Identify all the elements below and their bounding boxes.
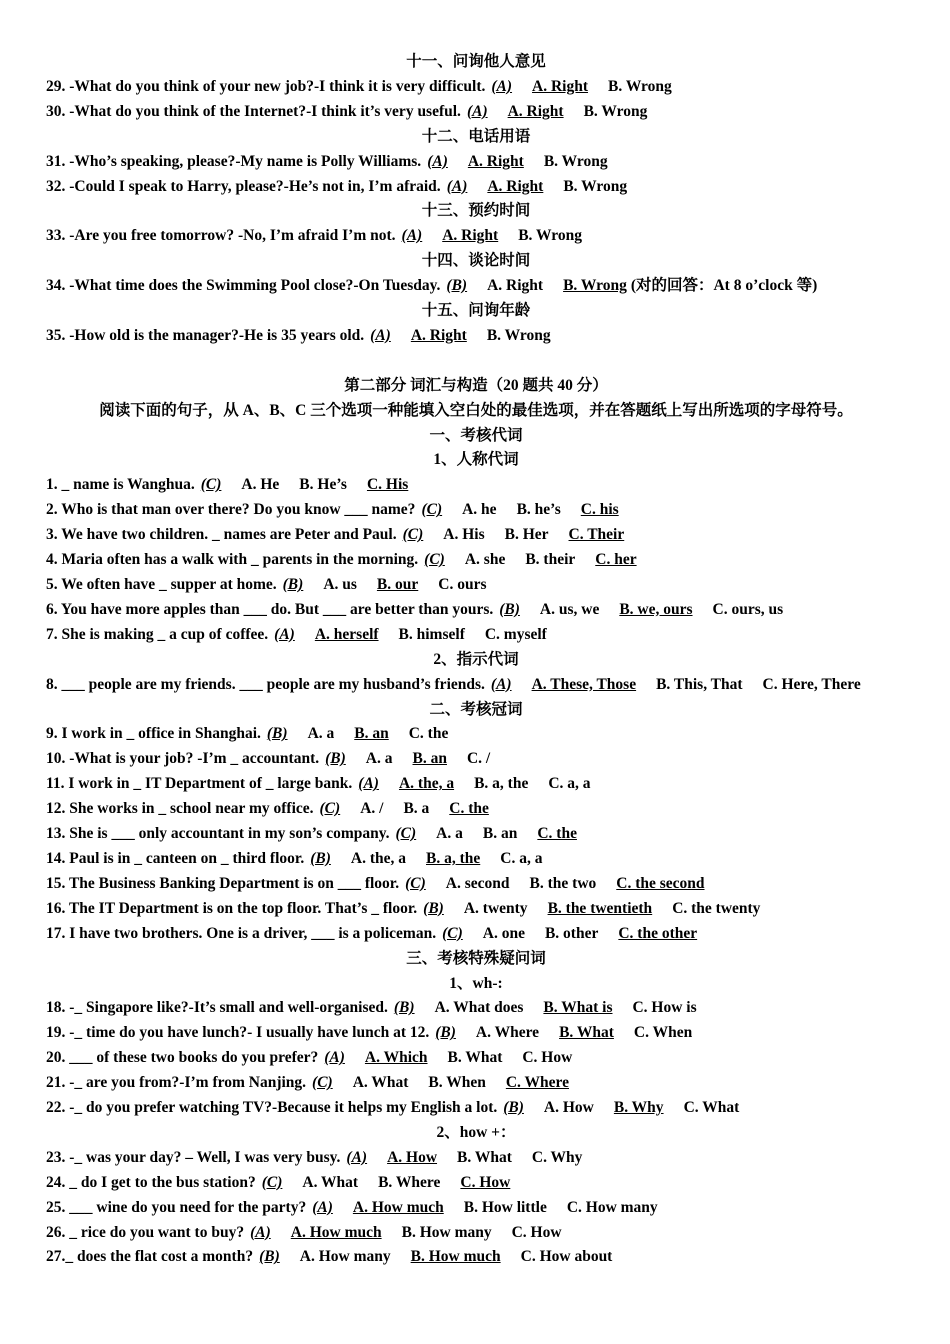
section-heading: 十一、问询他人意见 <box>406 53 546 70</box>
section-heading: 十五、问询年龄 <box>421 302 531 320</box>
option: A. a <box>436 825 463 843</box>
correct-option: C. his <box>580 501 619 519</box>
answer-key: (B) <box>499 600 520 618</box>
answer-key: (A) <box>466 102 488 120</box>
option: A. a <box>307 725 335 743</box>
correct-option: C. How <box>460 1173 511 1191</box>
question-text: 8. ___ people are my friends. ___ people are my husband’s friends. <box>46 675 485 693</box>
question-item <box>46 324 906 349</box>
option: A. the, a <box>350 849 406 867</box>
answer-key: (C) <box>402 526 424 544</box>
section-heading: 十三、预约时间 <box>421 202 531 220</box>
section-heading: 阅读下面的句子，从 A、B、C 三个选项一种能填入空白处的最佳选项，并在答题纸上写出所选项的字母符号。 <box>99 401 853 419</box>
answer-key: (B) <box>393 999 415 1017</box>
option: B. When <box>428 1074 486 1092</box>
answer-key: (A) <box>370 326 391 344</box>
question-item <box>46 1146 906 1171</box>
correct-option: B. Wrong <box>563 277 627 295</box>
correct-option: A. These, Those <box>531 675 637 693</box>
question-text: 6. You have more apples than ___ do. But ___ are better than yours. <box>46 600 494 618</box>
question-item <box>46 797 906 822</box>
answer-key: (C) <box>442 924 463 942</box>
question-text: 33. -Are you free tomorrow? -No, I’m afraid I’m not. <box>46 227 396 245</box>
option: C. a, a <box>500 849 543 867</box>
question-text: 32. -Could I speak to Harry, please?-He’s not in, I’m afraid. <box>46 177 441 195</box>
question-text: 16. The IT Department is on the top floor. That’s _ floor. <box>46 899 418 917</box>
option: B. Wrong <box>583 102 648 120</box>
question-text: 13. She is ___ only accountant in my son’s company. <box>46 825 390 843</box>
correct-option: B. Why <box>613 1099 664 1117</box>
question-item <box>46 1221 906 1246</box>
option: B. Wrong <box>543 152 608 170</box>
question-text: 21. -_ are you from?-I’m from Nanjing. <box>46 1074 307 1092</box>
correct-option: A. Right <box>487 177 544 195</box>
correct-option: C. the <box>537 825 577 843</box>
correct-option: C. Their <box>568 526 625 544</box>
question-item <box>46 75 906 100</box>
option: B. Wrong <box>563 177 628 195</box>
question-item <box>46 150 906 175</box>
answer-key: (A) <box>346 1148 368 1166</box>
answer-key: (B) <box>282 576 304 594</box>
option: B. What <box>447 1049 503 1067</box>
correct-option: B. What is <box>543 999 613 1017</box>
question-text: 30. -What do you think of the Internet?-I think it’s very useful. <box>46 102 461 120</box>
option: B. He’s <box>299 476 347 494</box>
question-item <box>46 897 906 922</box>
option: B. the two <box>529 874 597 892</box>
answer-key: (A) <box>312 1198 333 1216</box>
question-text: 3. We have two children. _ names are Peter and Paul. <box>46 526 397 544</box>
question-text: 31. -Who’s speaking, please?-My name is Polly Williams. <box>46 152 422 170</box>
question-item <box>46 548 906 573</box>
answer-key: (C) <box>312 1074 333 1092</box>
option: A. Where <box>475 1024 540 1042</box>
question-text: 7. She is making _ a cup of coffee. <box>46 625 269 643</box>
section-heading: 十二、电话用语 <box>421 127 531 145</box>
option: C. How about <box>520 1248 613 1266</box>
question-item <box>46 1046 906 1071</box>
question-item <box>46 100 906 125</box>
option: B. This, That <box>656 675 743 693</box>
option: A. she <box>464 551 506 569</box>
correct-option: B. How much <box>410 1248 501 1266</box>
option: B. What <box>457 1148 512 1166</box>
option: B. a, the <box>474 775 529 793</box>
correct-option: A. Right <box>467 152 524 170</box>
question-text: 10. -What is your job? -I’m _ accountant. <box>46 750 320 768</box>
option: C. How <box>522 1049 573 1067</box>
question-text: 5. We often have _ supper at home. <box>46 576 277 594</box>
question-item <box>46 722 906 747</box>
question-text: 11. I work in _ IT Department of _ large bank. <box>46 775 353 793</box>
question-item <box>46 175 906 200</box>
answer-key: (B) <box>423 899 444 917</box>
question-item <box>46 498 906 523</box>
option: A. What does <box>434 999 524 1017</box>
correct-option: A. the, a <box>398 775 455 793</box>
answer-key: (A) <box>324 1049 345 1067</box>
answer-key: (A) <box>358 775 379 793</box>
answer-key: (C) <box>424 551 445 569</box>
option: C. When <box>633 1024 693 1042</box>
option: C. ours <box>438 576 487 594</box>
answer-key: (A) <box>491 77 513 95</box>
answer-key: (A) <box>427 152 448 170</box>
option: B. an <box>482 825 518 843</box>
correct-option: A. Right <box>532 77 589 95</box>
option: A. us, we <box>539 600 600 618</box>
answer-key: (A) <box>401 227 423 245</box>
option: C. Why <box>531 1148 583 1166</box>
option: A. Right <box>487 277 544 295</box>
option: C. How <box>511 1223 562 1241</box>
answer-key: (C) <box>395 825 417 843</box>
answer-key: (B) <box>310 849 331 867</box>
option: A. How <box>543 1099 594 1117</box>
section-heading: 二、考核冠词 <box>429 700 523 718</box>
correct-option: C. the <box>449 800 489 818</box>
option: A. second <box>445 874 510 892</box>
question-item <box>46 1245 906 1270</box>
question-text: 25. ___ wine do you need for the party? <box>46 1198 307 1216</box>
correct-option: A. How much <box>290 1223 382 1241</box>
question-item <box>46 598 906 623</box>
question-item <box>46 1171 906 1196</box>
question-item <box>46 274 906 299</box>
section-heading: 第二部分 词汇与构造（20 题共 40 分） <box>344 376 608 394</box>
document-body <box>46 50 906 1270</box>
correct-option: C. the second <box>616 874 705 892</box>
question-text: 1. _ name is Wanghua. <box>46 476 195 494</box>
correct-option: A. Right <box>442 227 499 245</box>
question-item <box>46 1096 906 1121</box>
correct-option: A. Which <box>364 1049 428 1067</box>
option: C. the twenty <box>672 899 761 917</box>
option: B. How many <box>401 1223 492 1241</box>
option: A. he <box>462 501 497 519</box>
option: A. What <box>352 1074 409 1092</box>
question-text: 9. I work in _ office in Shanghai. <box>46 725 261 743</box>
section-heading: 一、考核代词 <box>429 426 523 444</box>
section-heading: 三、考核特殊疑问词 <box>406 949 546 967</box>
section-heading: 1、人称代词 <box>433 451 519 469</box>
answer-note: (对的回答：At 8 o’clock 等) <box>630 277 818 295</box>
answer-key: (A) <box>250 1223 271 1241</box>
question-item <box>46 872 906 897</box>
option: B. he’s <box>516 501 561 519</box>
question-item <box>46 847 906 872</box>
option: A. How many <box>299 1248 391 1266</box>
correct-option: B. we, ours <box>619 600 693 618</box>
section-heading: 2、how +： <box>436 1123 516 1141</box>
question-item <box>46 772 906 797</box>
answer-key: (A) <box>446 177 468 195</box>
option: A. / <box>360 800 384 818</box>
question-item <box>46 822 906 847</box>
question-item <box>46 747 906 772</box>
question-item <box>46 224 906 249</box>
option: B. Wrong <box>608 77 672 95</box>
option: A. He <box>241 476 280 494</box>
question-text: 24. _ do I get to the bus station? <box>46 1173 256 1191</box>
question-text: 27._ does the flat cost a month? <box>46 1248 254 1266</box>
option: B. other <box>544 924 599 942</box>
answer-key: (B) <box>503 1099 524 1117</box>
option: C. / <box>466 750 491 768</box>
question-text: 2. Who is that man over there? Do you know ___ name? <box>46 501 416 519</box>
option: A. What <box>302 1173 359 1191</box>
option: B. How little <box>463 1198 547 1216</box>
option: B. himself <box>398 625 465 643</box>
question-text: 15. The Business Banking Department is on ___ floor. <box>46 874 400 892</box>
option: B. a <box>403 800 430 818</box>
option: C. Here, There <box>762 675 861 693</box>
question-item <box>46 1071 906 1096</box>
correct-option: A. herself <box>314 625 379 643</box>
section-heading: 2、指示代词 <box>433 650 519 668</box>
question-item <box>46 922 906 947</box>
option: A. one <box>482 924 525 942</box>
correct-option: A. Right <box>507 102 564 120</box>
question-item <box>46 623 906 648</box>
answer-key: (A) <box>274 625 295 643</box>
option: C. ours, us <box>712 600 784 618</box>
option: C. What <box>683 1099 740 1117</box>
option: A. a <box>365 750 393 768</box>
option: B. Wrong <box>518 227 582 245</box>
correct-option: B. an <box>354 725 389 743</box>
answer-key: (C) <box>319 800 341 818</box>
question-text: 23. -_ was your day? – Well, I was very busy. <box>46 1148 341 1166</box>
answer-key: (C) <box>421 501 443 519</box>
question-item <box>46 573 906 598</box>
option: B. Where <box>378 1173 441 1191</box>
correct-option: B. What <box>559 1024 614 1042</box>
option: A. us <box>323 576 357 594</box>
option: B. their <box>525 551 576 569</box>
question-text: 34. -What time does the Swimming Pool close?-On Tuesday. <box>46 277 441 295</box>
correct-option: A. Right <box>410 326 467 344</box>
spacer <box>46 349 906 374</box>
answer-key: (C) <box>405 874 426 892</box>
answer-key: (C) <box>261 1173 283 1191</box>
answer-key: (B) <box>435 1024 456 1042</box>
question-text: 4. Maria often has a walk with _ parents in the morning. <box>46 551 419 569</box>
question-item <box>46 473 906 498</box>
question-text: 12. She works in _ school near my office. <box>46 800 314 818</box>
question-text: 18. -_ Singapore like?-It’s small and well-organised. <box>46 999 388 1017</box>
question-text: 22. -_ do you prefer watching TV?-Because it helps my English a lot. <box>46 1099 498 1117</box>
option: C. How many <box>566 1198 658 1216</box>
answer-key: (A) <box>490 675 512 693</box>
answer-key: (B) <box>266 725 288 743</box>
question-text: 35. -How old is the manager?-He is 35 years old. <box>46 326 365 344</box>
question-text: 29. -What do you think of your new job?-I think it is very difficult. <box>46 77 486 95</box>
correct-option: B. an <box>412 750 447 768</box>
option: C. the <box>408 725 449 743</box>
correct-option: C. His <box>366 476 409 494</box>
question-text: 17. I have two brothers. One is a driver, ___ is a policeman. <box>46 924 437 942</box>
option: A. His <box>443 526 485 544</box>
question-item <box>46 1021 906 1046</box>
option: C. a, a <box>548 775 591 793</box>
question-text: 20. ___ of these two books do you prefer? <box>46 1049 319 1067</box>
question-item <box>46 996 906 1021</box>
question-text: 19. -_ time do you have lunch?- I usually have lunch at 12. <box>46 1024 430 1042</box>
option: A. twenty <box>463 899 528 917</box>
section-heading: 1、wh-: <box>449 974 503 992</box>
question-text: 14. Paul is in _ canteen on _ third floor. <box>46 849 305 867</box>
correct-option: C. the other <box>618 924 698 942</box>
question-item <box>46 523 906 548</box>
option: C. myself <box>484 625 547 643</box>
option: B. Wrong <box>486 326 551 344</box>
answer-key: (B) <box>259 1248 280 1266</box>
question-item <box>46 1196 906 1221</box>
answer-key: (C) <box>200 476 222 494</box>
correct-option: A. How <box>387 1148 438 1166</box>
section-heading: 十四、谈论时间 <box>421 252 531 270</box>
question-item <box>46 673 906 698</box>
correct-option: C. her <box>595 551 637 569</box>
answer-key: (B) <box>446 277 468 295</box>
correct-option: B. a, the <box>426 849 481 867</box>
correct-option: A. How much <box>352 1198 444 1216</box>
correct-option: B. our <box>376 576 419 594</box>
correct-option: B. the twentieth <box>547 899 653 917</box>
answer-key: (B) <box>325 750 346 768</box>
option: C. How is <box>632 999 697 1017</box>
correct-option: C. Where <box>505 1074 569 1092</box>
question-text: 26. _ rice do you want to buy? <box>46 1223 245 1241</box>
option: B. Her <box>504 526 549 544</box>
